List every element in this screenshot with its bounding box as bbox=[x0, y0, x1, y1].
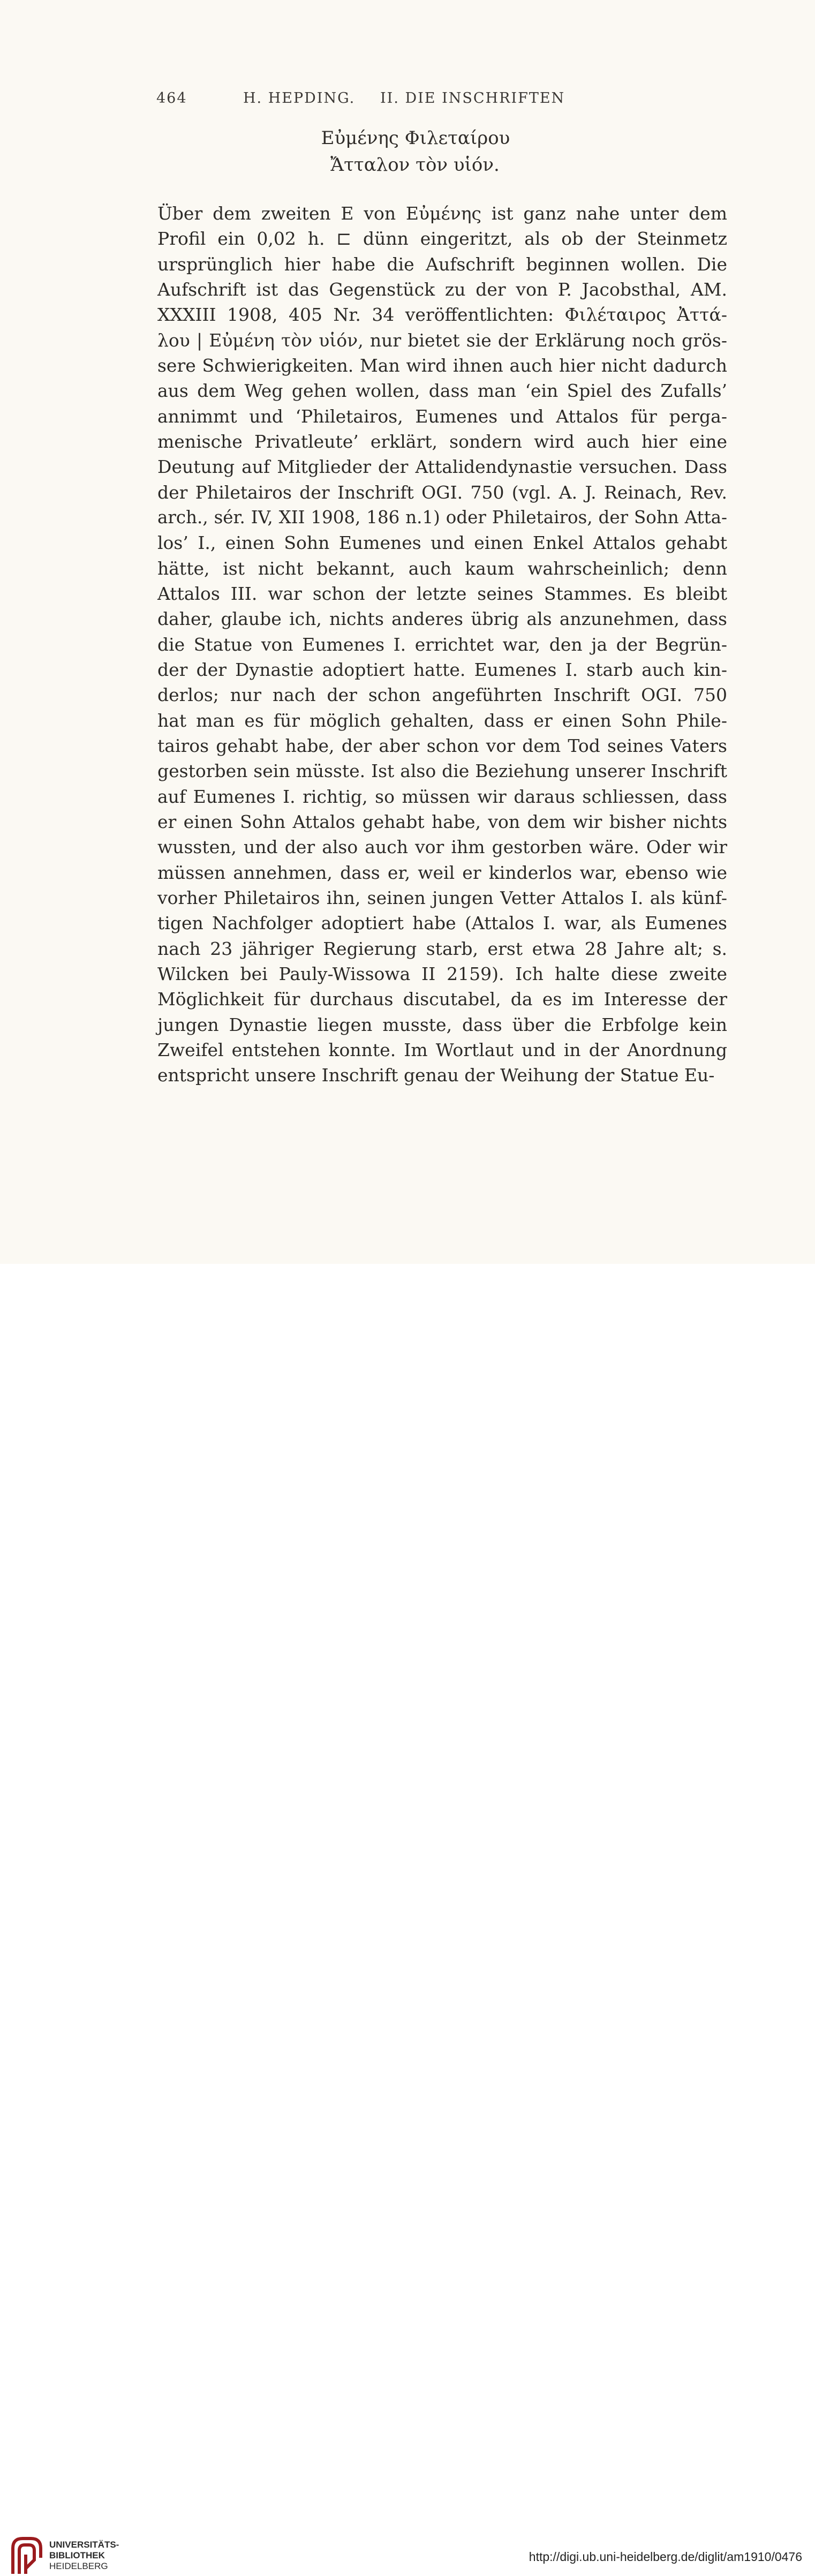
text-line: sere Schwierigkeiten. Man wird ihnen auch hier nicht dadurch bbox=[157, 355, 727, 376]
library-name-line-1: UNIVERSITÄTS- bbox=[49, 2540, 119, 2550]
text-line: Deutung auf Mitglieder der Attalidendynastie versuchen. Dass bbox=[157, 456, 727, 478]
text-line: vorher Philetairos ihn, seinen jungen Vetter Attalos I. als künf- bbox=[157, 887, 727, 908]
body-text bbox=[157, 201, 727, 1088]
text-line: arch., sér. IV, XII 1908, 186 n.1) oder Philetairos, der Sohn Atta- bbox=[157, 507, 727, 528]
text-line: menische Privatleute’ erklärt, sondern wird auch hier eine bbox=[157, 431, 727, 452]
page-number: 464 bbox=[156, 90, 187, 107]
library-name-line-3: HEIDELBERG bbox=[49, 2561, 108, 2571]
text-line: XXXIII 1908, 405 Nr. 34 veröffentlichten: Φιλέταιρος Ἀττά- bbox=[157, 304, 727, 326]
text-line: der der Dynastie adoptiert hatte. Eumenes I. starb auch kin- bbox=[157, 659, 727, 680]
inscription-line-1: Εὐμένης Φιλεταίρου bbox=[321, 127, 510, 149]
text-line: λου | Εὐμένη τὸν υἱόν, nur bietet sie der Erklärung noch grös- bbox=[157, 329, 727, 351]
text-line: entspricht unsere Inschrift genau der Weihung der Statue Eu- bbox=[157, 1065, 715, 1086]
text-line: jungen Dynastie liegen musste, dass über die Erbfolge kein bbox=[157, 1014, 727, 1035]
text-line: Aufschrift ist das Gegenstück zu der von P. Jacobsthal, AM. bbox=[157, 278, 727, 300]
text-line: Wilcken bei Pauly-Wissowa II 2159). Ich halte diese zweite bbox=[157, 963, 727, 984]
heidelberg-library-logo-icon[interactable] bbox=[10, 2536, 44, 2576]
text-line: Möglichkeit für durchaus discutabel, da es im Interesse der bbox=[157, 989, 727, 1010]
text-line: die Statue von Eumenes I. errichtet war, den ja der Begrün- bbox=[157, 634, 727, 655]
text-line: Zweifel entstehen konnte. Im Wortlaut und in der Anordnung bbox=[157, 1039, 727, 1060]
library-name[interactable] bbox=[49, 2540, 119, 2572]
text-line: tigen Nachfolger adoptiert habe (Attalos I. war, als Eumenes bbox=[157, 913, 727, 934]
text-line: gestorben sein müsste. Ist also die Beziehung unserer Inschrift bbox=[157, 760, 727, 782]
inscription-line-2: Ἄτταλον τὸν υἱόν. bbox=[330, 154, 500, 176]
text-line: aus dem Weg gehen wollen, dass man ‘ein Spiel des Zufalls’ bbox=[157, 380, 727, 402]
header-author: H. HEPDING. bbox=[243, 90, 356, 107]
text-line: annimmt und ‘Philetairos, Eumenes und Attalos für perga- bbox=[157, 405, 727, 427]
text-line: der Philetairos der Inschrift OGI. 750 (vgl. A. J. Reinach, Rev. bbox=[157, 481, 727, 503]
text-line: hat man es für möglich gehalten, dass er einen Sohn Phile- bbox=[157, 710, 727, 731]
text-line: ursprünglich hier habe die Aufschrift beginnen wollen. Die bbox=[157, 253, 727, 275]
text-line: wussten, und der also auch vor ihm gestorben wäre. Oder wir bbox=[157, 837, 727, 858]
footer-bar bbox=[0, 1264, 815, 2571]
library-name-line-2: BIBLIOTHEK bbox=[49, 2550, 105, 2560]
text-line: derlos; nur nach der schon angeführten Inschrift OGI. 750 bbox=[157, 684, 727, 706]
text-line: Attalos III. war schon der letzte seines Stammes. Es bleibt bbox=[157, 583, 727, 604]
text-line: er einen Sohn Attalos gehabt habe, von dem wir bisher nichts bbox=[157, 811, 727, 832]
text-line: müssen annehmen, dass er, weil er kinderlos war, ebenso wie bbox=[157, 862, 727, 883]
text-line: hätte, ist nicht bekannt, auch kaum wahrscheinlich; denn bbox=[157, 558, 727, 579]
text-line: auf Eumenes I. richtig, so müssen wir daraus schliessen, dass bbox=[157, 786, 727, 807]
running-header bbox=[156, 90, 638, 111]
text-line: Profil ein 0,02 h. ⊏ dünn eingeritzt, als ob der Steinmetz bbox=[157, 228, 727, 250]
text-line: los’ I., einen Sohn Eumenes und einen Enkel Attalos gehabt bbox=[157, 532, 727, 554]
text-line: Über dem zweiten E von Εὐμένης ist ganz nahe unter dem bbox=[157, 203, 727, 224]
header-section: II. DIE INSCHRIFTEN bbox=[380, 90, 565, 107]
text-line: daher, glaube ich, nichts anderes übrig als anzunehmen, dass bbox=[157, 608, 727, 630]
text-line: tairos gehabt habe, der aber schon vor dem Tod seines Vaters bbox=[157, 735, 727, 756]
text-line: nach 23 jähriger Regierung starb, erst etwa 28 Jahre alt; s. bbox=[157, 938, 727, 959]
source-url-link[interactable]: http://digi.ub.uni-heidelberg.de/diglit/am1910/0476 bbox=[529, 2550, 802, 2564]
scanned-page bbox=[0, 0, 815, 1264]
